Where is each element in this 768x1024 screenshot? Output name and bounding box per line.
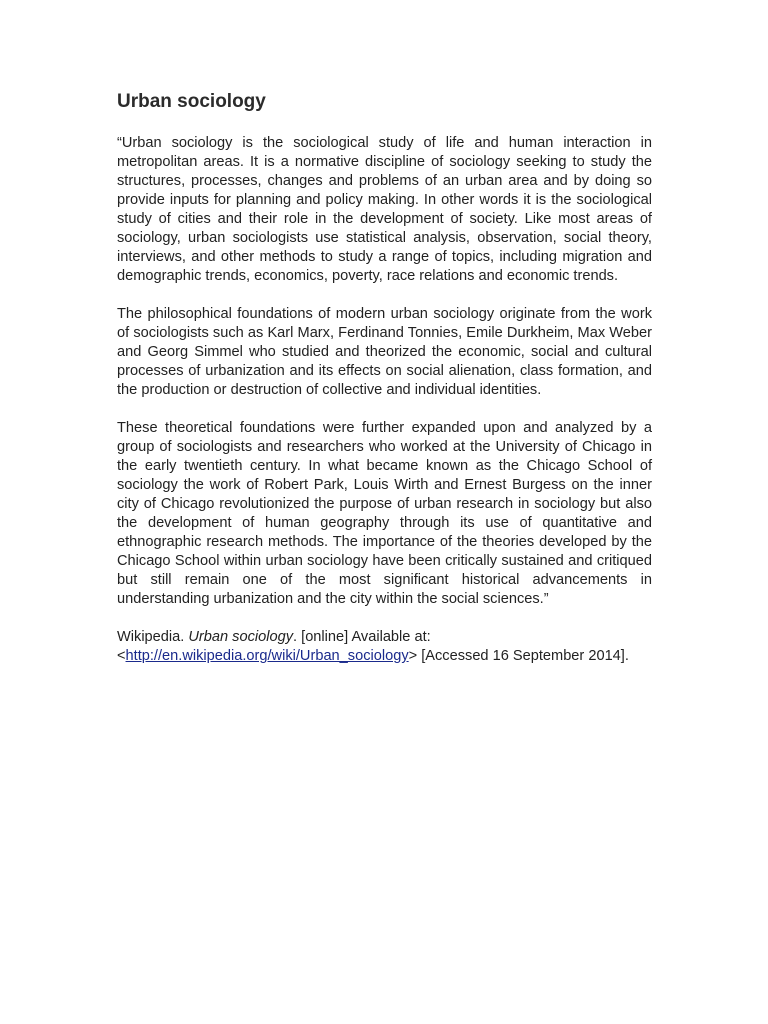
citation-accessed: [Accessed 16 September 2014].: [417, 648, 629, 664]
citation-source: Wikipedia.: [117, 629, 189, 645]
paragraph-1: “Urban sociology is the sociological study of life and human interaction in metropolitan areas. It is a normative discipline of sociology seeking to study the structures, processes, changes and problems of an urban area and by doing so provide inputs for planning and policy making. In other words it is the sociological study of cities and their role in the development of society. Like most areas of sociology, urban sociologists use statistical analysis, observation, social theory, interviews, and other methods to study a range of topics, including migration and demographic trends, economics, poverty, race relations and economic trends.: [117, 135, 652, 284]
citation-open-bracket: <: [117, 648, 126, 664]
paragraph-2: The philosophical foundations of modern urban sociology originate from the work of sociologists such as Karl Marx, Ferdinand Tonnies, Emile Durkheim, Max Weber and Georg Simmel who studied and theorized the economic, social and cultural processes of urbanization and its effects on social alienation, class formation, and the production or destruction of collective and individual identities.: [117, 306, 652, 398]
citation: [117, 628, 652, 666]
citation-link[interactable]: http://en.wikipedia.org/wiki/Urban_sociology: [125, 648, 409, 664]
citation-title: Urban sociology: [188, 629, 294, 645]
citation-available: . [online] Available at:: [293, 629, 431, 645]
paragraph-3: These theoretical foundations were further expanded upon and analyzed by a group of sociologists and researchers who worked at the University of Chicago in the early twentieth century. In what became known as the Chicago School of sociology the work of Robert Park, Louis Wirth and Ernest Burgess on the inner city of Chicago revolutionized the purpose of urban research in sociology but also the development of human geography through its use of quantitative and ethnographic research methods. The importance of the theories developed by the Chicago School within urban sociology have been critically sustained and critiqued but still remain one of the most significant historical advancements in understanding urbanization and the city within the social sciences.”: [117, 420, 652, 607]
page-title: Urban sociology: [117, 91, 266, 112]
citation-close-bracket: >: [408, 648, 418, 664]
